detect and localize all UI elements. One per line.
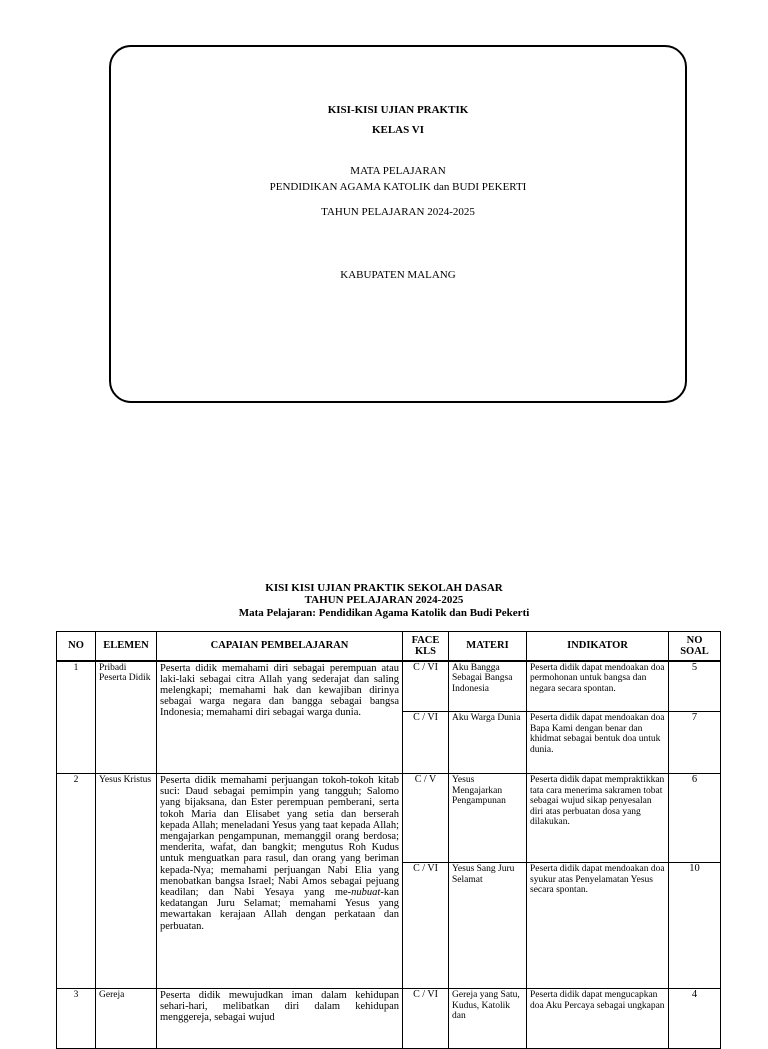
cover-box [109, 45, 687, 403]
cover-class: KELAS VI [371, 124, 425, 136]
row-no: 2 [57, 774, 96, 989]
table-row [57, 989, 721, 1049]
table-heading-line1: KISI KISI UJIAN PRAKTIK SEKOLAH DASAR [265, 582, 503, 594]
row-no-soal: 10 [669, 863, 721, 989]
cover-subject-name: PENDIDIKAN AGAMA KATOLIK dan BUDI PEKERTI [269, 181, 527, 193]
row-face-kls: C / V [403, 774, 449, 863]
row-elemen: Gereja [96, 989, 157, 1049]
row-materi: Gereja yang Satu, Kudus, Katolik dan [449, 989, 527, 1049]
row-no: 1 [57, 661, 96, 774]
header-elemen: ELEMEN [96, 632, 157, 661]
capaian-emphasis: nubuat [351, 887, 381, 899]
header-indikator: INDIKATOR [527, 632, 669, 661]
row-materi: Aku Warga Dunia [449, 712, 527, 774]
row-elemen: Pribadi Peserta Didik [96, 661, 157, 774]
row-capaian [157, 774, 403, 989]
table-header-row [57, 632, 721, 661]
row-materi: Yesus Sang Juru Selamat [449, 863, 527, 989]
row-face-kls: C / VI [403, 712, 449, 774]
row-no: 3 [57, 989, 96, 1049]
row-indikator: Peserta didik dapat mendoakan doa syukur atas Penyelamatan Yesus secara spontan. [527, 863, 669, 989]
row-indikator: Peserta didik dapat mendoakan doa permohonan untuk bangsa dan negara secara spontan. [527, 661, 669, 712]
row-capaian: Peserta didik mewujudkan iman dalam kehidupan sehari-hari, melibatkan diri dalam kehidupan menggereja, sebagai wujud [157, 989, 403, 1049]
kisi-kisi-table [56, 631, 721, 1049]
table-row [57, 661, 721, 712]
header-materi: MATERI [449, 632, 527, 661]
row-materi: Aku Bangga Sebagai Bangsa Indonesia [449, 661, 527, 712]
table-heading-line3: Mata Pelajaran: Pendidikan Agama Katolik dan Budi Pekerti [238, 607, 530, 619]
row-no-soal: 6 [669, 774, 721, 863]
capaian-part: -kan kedatangan Juru Selamat; memahami Yesus yang mewartakan kerajaan Allah dengan perkataan dan perbuatan. [160, 887, 399, 932]
cover-school-year: TAHUN PELAJARAN 2024-2025 [321, 206, 475, 218]
row-face-kls: C / VI [403, 989, 449, 1049]
header-no: NO [57, 632, 96, 661]
row-elemen: Yesus Kristus [96, 774, 157, 989]
row-materi: Yesus Mengajarkan Pengampunan [449, 774, 527, 863]
row-face-kls: C / VI [403, 661, 449, 712]
header-no-soal: NO SOAL [669, 632, 721, 661]
row-indikator: Peserta didik dapat mendoakan doa Bapa Kami dengan benar dan khidmat sebagai bentuk doa untuk dunia. [527, 712, 669, 774]
row-no-soal: 5 [669, 661, 721, 712]
table-row [57, 774, 721, 863]
row-indikator: Peserta didik dapat mengucapkan doa Aku Percaya sebagai ungkapan [527, 989, 669, 1049]
header-capaian: CAPAIAN PEMBELAJARAN [157, 632, 403, 661]
row-face-kls: C / VI [403, 863, 449, 989]
row-no-soal: 4 [669, 989, 721, 1049]
table-heading-line2: TAHUN PELAJARAN 2024-2025 [304, 594, 464, 606]
header-face-kls: FACE KLS [403, 632, 449, 661]
cover-region: KABUPATEN MALANG [340, 269, 456, 281]
capaian-part: Peserta didik memahami perjuangan tokoh-tokoh kitab suci: Daud sebagai pemimpin yang tangguh; Salomo yang bijaksana, dan Ester perempuan pemberani, serta tokoh Maria dan Elisabet yang setia dan berserah kepada Allah; meneladani Yesus yang taat kepada Allah; mengajarkan pengampunan, memanggil orang berdosa; menderita, wafat, dan bangkit; mengutus Roh Kudus untuk menguatkan para rasul, dan orang yang beriman kepada-Nya; memahami perjuangan Nabi Elia yang menobatkan bangsa Israel; Nabi Amos sebagai pejuang keadilan; dan Nabi Yesaya yang me- [160, 775, 399, 899]
row-no-soal: 7 [669, 712, 721, 774]
row-indikator: Peserta didik dapat mempraktikkan tata cara menerima sakramen tobat sebagai wujud sikap penyesalan diri atas perbuatan dosa yang dilakukan. [527, 774, 669, 863]
row-capaian: Peserta didik memahami diri sebagai perempuan atau laki-laki sebagai citra Allah yang sederajat dan saling melengkapi; memahami hak dan kewajiban dirinya sebagai warga negara dan bangga sebagai bangsa Indonesia; memahami diri sebagai warga dunia. [157, 661, 403, 774]
cover-title: KISI-KISI UJIAN PRAKTIK [327, 104, 469, 116]
cover-subject-label: MATA PELAJARAN [350, 165, 446, 177]
